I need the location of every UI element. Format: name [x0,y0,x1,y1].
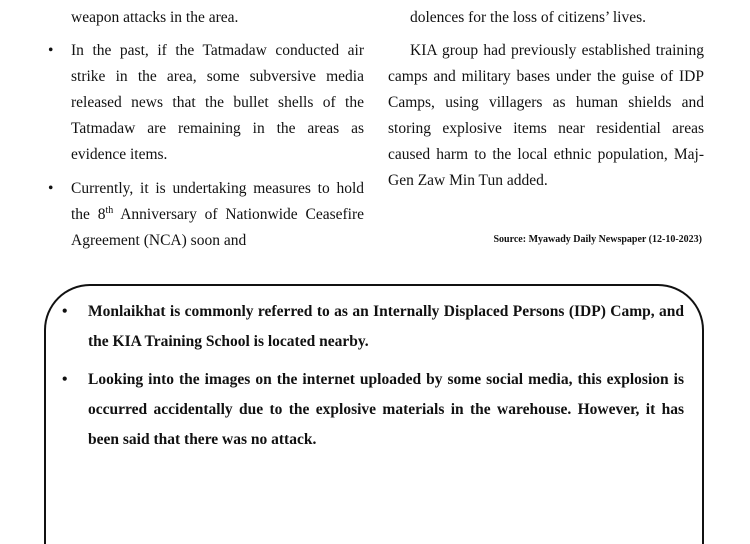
list-item [62,297,684,357]
list-item [48,176,364,254]
right-column [388,0,704,194]
list-item-text: In the past, if the Tatmadaw conducted air strike in the area, some subversive media released news that the bullet shells of the Tatmadaw are remaining in the areas as evidence items. [71,42,364,163]
callout-list [62,297,684,463]
list-item-text: Looking into the images on the internet uploaded by some social media, this explosion is occurred accidentally due to the explosive materials in the warehouse. However, it has been said that there was no attack. [88,371,684,448]
bullet-icon: • [62,303,68,320]
bullet-icon: • [48,180,54,197]
left-fragment: weapon attacks in the area. [71,9,239,26]
list-item [48,38,364,168]
left-column [48,0,364,254]
right-fragment: dolences for the loss of citizens’ lives. [410,9,647,26]
right-paragraph: KIA group had previously established training camps and military bases under the guise of IDP Camps, using villagers as human shields and storing explosive items near residential areas caused harm to the local ethnic population, Maj-Gen Zaw Min Tun added. [388,42,704,189]
bullet-icon: • [48,42,54,59]
list-item [62,365,684,455]
bullet-icon: • [62,371,68,388]
list-item-text: Currently, it is undertaking measures to hold the 8th Anniversary of Nationwide Ceasefire Agreement (NCA) soon and [71,180,364,249]
source-citation: Source: Myawady Daily Newspaper (12-10-2023) [493,234,702,245]
list-item-text: Monlaikhat is commonly referred to as an Internally Displaced Persons (IDP) Camp, and the KIA Training School is located nearby. [88,303,684,350]
